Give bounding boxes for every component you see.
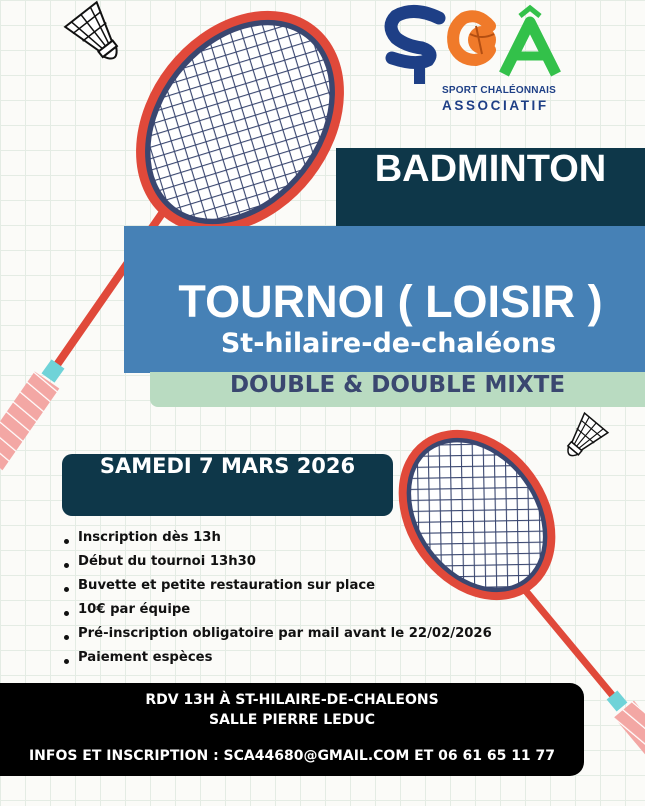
date-banner [62, 454, 393, 516]
list-item: Paiement espèces [62, 650, 492, 674]
venue-text: SALLE PIERRE LEDUC [209, 712, 375, 728]
format-banner [150, 372, 645, 407]
list-item: Début du tournoi 13h30 [62, 554, 492, 578]
sport-title: BADMINTON [374, 148, 607, 190]
info-list [62, 530, 492, 674]
event-banner [124, 226, 645, 373]
logo-name: ASSOCIATIF [442, 98, 549, 113]
contact-text: INFOS ET INSCRIPTION : SCA44680@GMAIL.COM ET 06 61 65 11 77 [28, 748, 556, 764]
sca-logo-mark [384, 4, 584, 88]
list-item: 10€ par équipe [62, 602, 492, 626]
list-item: Buvette et petite restauration sur place [62, 578, 492, 602]
shuttlecock-icon [62, 4, 138, 74]
event-location: St-hilaire-de-chaléons [220, 328, 557, 359]
event-title: TOURNOI ( LOISIR ) [178, 276, 603, 327]
list-item: Pré-inscription obligatoire par mail avant le 22/02/2026 [62, 626, 492, 650]
event-date: SAMEDI 7 MARS 2026 [99, 454, 356, 478]
sport-banner [336, 148, 645, 227]
logo-tagline: SPORT CHALÉONNAIS [442, 85, 556, 96]
footer-banner [0, 683, 584, 776]
list-item: Inscription dès 13h [62, 530, 492, 554]
club-logo [384, 4, 584, 116]
format-label: DOUBLE & DOUBLE MIXTE [229, 372, 566, 398]
rdv-text: RDV 13H À ST-HILAIRE-DE-CHALEONS [145, 692, 439, 708]
shuttlecock-icon [552, 414, 610, 468]
